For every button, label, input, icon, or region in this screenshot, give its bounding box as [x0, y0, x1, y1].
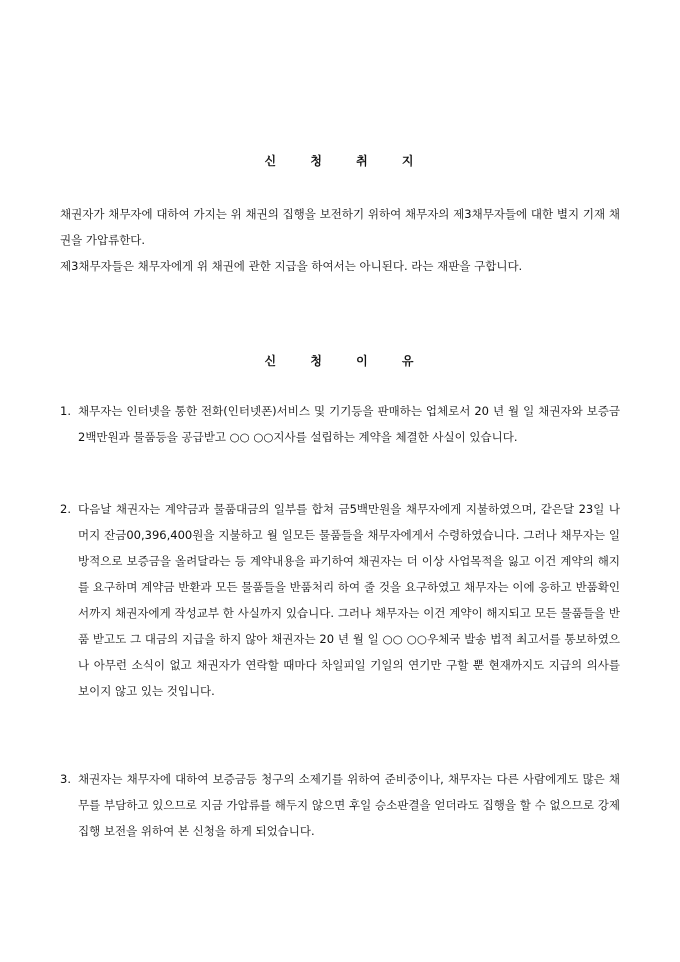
purpose-paragraph: 제3채무자들은 채무자에게 위 채권에 관한 지급을 하여서는 아니된다. 라는 재판을 구합니다.: [60, 259, 523, 273]
application-reason-heading: 신 청 이 유: [264, 354, 416, 368]
reason-item-number: 1.: [60, 404, 71, 418]
reason-item-text: 다음날 채권자는 계약금과 물품대금의 일부를 합쳐 금5백만원을 채무자에게 지불하였으며, 같은달 23일 나머지 잔금00,396,400원을 지불하고 월 일모든 물품들을 채무자에게서 수령하였습니다. 그러나 채무자는 일방적으로 보증금을 올려달라는 등 계약내용을 파기하여 채권자는 더 이상 사업목적을 잃고 이건 계약의 해지를 요구하며 계약금 반환과 모든 물품들을 반품처리 하여 줄 것을 요구하였고 채무자는 이에 응하고 반품확인서까지 채권자에게 작성교부 한 사실까지 있습니다. 그러나 채무자는 이건 계약이 해지되고 모든 물품들을 반품 받고도 그 대금의 지급을 하지 않아 채권자는 20 년 월 일 ○○ ○○우체국 발송 법적 최고서를 통보하였으나 아무런 소식이 없고 채권자가 연락할 때마다 차일피일 기일의 연기만 구할 뿐 현재까지도 지급의 의사를 보이지 않고 있는 것입니다.: [78, 502, 620, 698]
reason-item: [60, 496, 620, 704]
reason-item-number: 3.: [60, 772, 71, 786]
purpose-paragraph: 채권자가 채무자에 대하여 가지는 위 채권의 집행을 보전하기 위하여 채무자의 제3채무자들에 대한 별지 기재 채권을 가압류한다.: [60, 207, 620, 247]
reason-item: [60, 766, 620, 844]
reason-item: [60, 398, 620, 450]
reason-item-number: 2.: [60, 502, 71, 516]
reason-item-text: 채무자는 인터넷을 통한 전화(인터넷폰)서비스 및 기기등을 판매하는 업체로서 20 년 월 일 채권자와 보증금2백만원과 물품등을 공급받고 ○○ ○○지사를 설립하는 계약을 체결한 사실이 있습니다.: [78, 404, 620, 444]
application-purpose-heading: 신 청 취 지: [264, 154, 416, 168]
reason-item-text: 채권자는 채무자에 대하여 보증금등 청구의 소제기를 위하여 준비중이나, 채무자는 다른 사람에게도 많은 채무를 부담하고 있으므로 지금 가압류를 해두지 않으면 후일 승소판결을 얻더라도 집행을 할 수 없으므로 강제집행 보전을 위하여 본 신청을 하게 되었습니다.: [78, 772, 620, 838]
